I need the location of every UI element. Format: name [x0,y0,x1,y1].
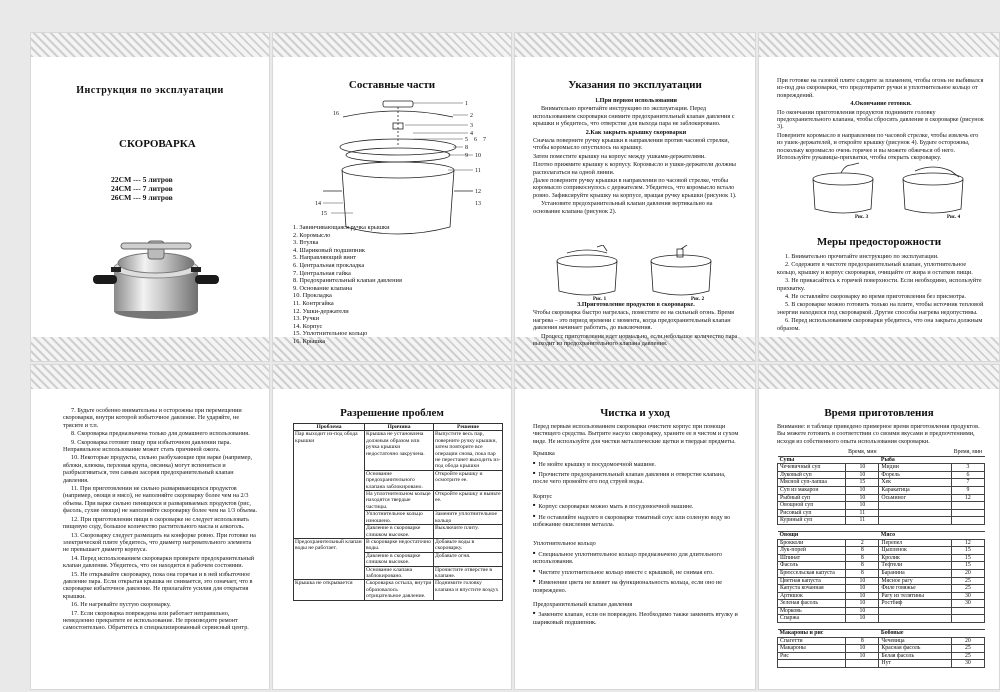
hatch-band-top [31,33,269,57]
table-row [294,580,503,600]
solution-cell: Прочистите отверстие в клапане. [434,566,503,580]
veg-minutes: 8 [846,554,879,562]
part-item: 2. Коромысло [293,231,331,239]
table-row [778,592,985,600]
usage-p1: Внимательно прочитайте инструкцию по эксплуатации. Перед использованием скороварки снимите предохранительный клапан давления с крышки и убедитесь, что отверстие для выхода пара не заблокировано. [533,105,735,128]
hatch-band-top [759,33,999,57]
size-26: 26CM --- 9 литров [111,193,173,202]
pasta-heading: Макароны и рис [778,630,879,638]
callout-2: 2 [470,113,473,119]
soups-minutes: 10 [846,502,879,510]
body-item: ■ Корпус скороварки можно мыть в посудомоечной машине. [533,501,741,510]
figure-3 [803,161,883,219]
hatch-band-top [515,33,755,57]
empty-cell [951,517,984,525]
parts-title: Составные части [348,79,436,91]
table-row [778,645,985,653]
safety-item: 9. Скороварка готовит пищу при избыточном давлении пара. Неправильное использование может стать причиной ожога. [63,438,232,454]
table-row [778,502,985,510]
empty-cell [879,615,951,623]
product-title: СКОРОВАРКА [119,138,196,150]
table-row [778,509,985,517]
th-cause: Причина [365,424,434,431]
table-row [778,637,985,645]
cover-heading: Инструкция по эксплуатации [76,85,224,96]
empty-cell [951,509,984,517]
solution-cell: Добавьте воды в скороварку. [434,538,503,552]
safety-list [63,407,257,633]
table-row [778,562,985,570]
ring-item: ■ Чистите уплотнительное кольцо вместе с крышкой, не снимая его. [533,567,741,576]
pasta-minutes: 10 [846,652,879,660]
troubleshooting-table [293,423,503,601]
empty-cell [879,509,951,517]
hatch-band-top [759,365,999,389]
veg-minutes: 8 [846,562,879,570]
usage-p2-1: Затем поместите крышку на корпус между ушками-держателями. [533,152,706,160]
meat-dish: Ростбиф [879,600,951,608]
callout-3: 3 [470,123,473,129]
problem-cell: Пар выходит из-под обода крышки [294,431,365,539]
th-solution: Решение [434,424,503,431]
veg-minutes: 8 [846,547,879,555]
soups-dish: Чечевичный суп [778,464,846,472]
cleaning-title: Чистка и уход [600,407,670,419]
usage-p2-4: Установите предохранительный клапан давления вертикально на основание клапана (рисунок 2). [533,200,713,215]
table-row [778,479,985,487]
callout-12: 12 [475,189,481,195]
meat-minutes: 30 [951,592,984,600]
safety-item: 17. Если скороварка повреждена или работает неправильно, немедленно прекратите ее использование. Не производите ремонт самостоятельно. Обратитесь в специализированный сервисный центр. [63,609,249,632]
solution-cell: Поднимите головку клапана и впустите воздух [434,580,503,600]
hatch-band-bottom [31,337,269,361]
finish-p0: По окончании приготовления продуктов поднимите головку предохранительного клапана, чтобы сбросить давление в скороварке (рисунок 3). [777,108,984,131]
meat-dish: Филе говяжье [879,585,951,593]
soups-minutes: 10 [846,464,879,472]
valve-item: ■ Замените клапан, если он поврежден. Необходимо также заменить втулку и шариковый подшипник. [533,609,741,626]
fish-minutes: 12 [951,494,984,502]
veg-dish: Морковь [778,607,846,615]
veg-meat-rows [778,539,985,623]
soups-fish-rows [778,464,985,525]
size-24: 24CM --- 7 литров [111,184,173,193]
usage-p2-3: Далее поверните ручку крышки в направлении по часовой стрелке, чтобы коромысло соприкоснулось с держателем. Убедитесь, что коромысло встало ровно. Зафиксируйте крышку на корпусе, вращая ручку крышки (рисунок 1). [533,177,737,199]
empty-cell [951,502,984,510]
fish-minutes: 3 [951,464,984,472]
fish-dish: Каракатица [879,486,951,494]
meat-minutes: 30 [951,600,984,608]
beans-minutes: 20 [951,637,984,645]
cause-cell: На уплотнительном кольце находятся твердые частицы. [365,491,434,511]
usage-text-a [533,97,739,216]
veg-dish: Лук-порей [778,547,846,555]
precaution-list [777,253,985,333]
part-item: 14. Корпус [293,322,323,330]
precaution-item: 3. Не прикасайтесь к горячей поверхности. Если необходимо, используйте прихватку. [777,277,982,292]
soups-minutes: 10 [846,486,879,494]
usage-p2-2: Плотно прижмите крышку к корпусу. Коромысло и ушки-держатели должны располагаться на одной линии. [533,161,736,176]
ring-item: ■ Изменение цвета не влияет на функциональность кольца, если оно не повреждено. [533,577,741,594]
pasta-dish: Спагетти [778,637,846,645]
fig1-label: Рис. 1 [593,297,607,301]
veg-dish: Зеленая фасоль [778,600,846,608]
safety-item: 16. Не нагревайте пустую скороварку. [71,601,171,609]
safety-item: 14. Перед использованием скороварки проверьте предохранительный клапан давления. Убедитесь, что он находится в рабочем состоянии. [63,554,255,570]
empty-cell [951,607,984,615]
body-item: ■ Не оставляйте надолго в скороварке томатный соус или соленую воду во избежание окисления металла. [533,512,741,529]
soups-dish: Мясной суп-лапша [778,479,846,487]
table-row [778,585,985,593]
soups-heading: Супы [778,456,879,464]
cleaning-intro: Перед первым использованием скороварки очистите корпус при помощи чистящего средства. Вытрите насухо скороварку, храните ее в чистом и сухом виде. Не используйте для чистки металлические щетки и твердые предметы. [533,423,739,445]
finish-h: 4.Окончание готовки. [850,100,912,108]
cleaning-text [533,423,741,627]
table-row [778,547,985,555]
precautions-title: Меры предосторожности [816,236,942,248]
empty-cell [879,517,951,525]
part-item: 13. Ручки [293,315,320,323]
table-row [778,615,985,623]
cooking-note: Внимание: в таблице приведено примерное время приготовления продуктов. Вы можете готовить в соответствии со своими вкусами и предпочтениями, исходя из собственного опыта использования скороварки. [777,423,980,445]
solution-cell: Выключите плиту. [434,525,503,539]
part-item: 6. Центральная прокладка [293,261,365,269]
table-row [778,494,985,502]
fish-dish: Осьминог [879,494,951,502]
table-row [778,569,985,577]
callout-8: 8 [465,145,468,151]
usage-title: Указания по эксплуатации [568,79,702,91]
part-item: 11. Контргайка [293,299,334,307]
beans-heading: Бобовые [879,630,985,638]
precaution-item: 4. Не оставляйте скороварку во время приготовления без присмотра. [785,293,967,301]
solution-cell: Откройте крышку и осмотрите ее. [434,470,503,490]
empty-cell [879,502,951,510]
meat-minutes: 25 [951,585,984,593]
veg-minutes: 10 [846,607,879,615]
gas-stove-note: При готовке на газовой плите следите за пламенем, чтобы огонь не выбивался из-под дна скороварки, что предотвратит ручки и уплотнительное кольцо от повреждений. [777,77,984,99]
beans-dish: Красная фасоль [879,645,951,653]
callout-1: 1 [465,101,468,107]
lid-heading: Крышка [533,450,555,458]
veg-dish: Шпинат [778,554,846,562]
size-22: 22CM --- 5 литров [111,175,173,184]
meat-dish: Баранина [879,569,951,577]
veg-minutes: 10 [846,585,879,593]
table-row [778,471,985,479]
soups-dish: Суп из макарон [778,486,846,494]
hatch-band-top [273,33,511,57]
fish-dish: Хек [879,479,951,487]
veg-dish: Артишок [778,592,846,600]
part-item: 3. Втулка [293,239,319,247]
veg-dish: Фасоль [778,562,846,570]
fish-dish: Мидии [879,464,951,472]
soups-dish: Луковый суп [778,471,846,479]
th-problem: Проблема [294,424,365,431]
part-item: 4. Шариковый подшипник [293,246,365,254]
meat-dish: Рагу из телятины [879,592,951,600]
panel-parts [272,32,512,362]
veg-dish: Брюссельская капуста [778,569,846,577]
part-item: 1. Завинчивающаяся ручка крышки [293,224,390,231]
soups-minutes: 15 [846,479,879,487]
size-list [111,175,173,202]
safety-item: 10. Некоторые продукты, сильно разбухающие при варке (например, яблоки, клюква, перловая крупа, овсянка) могут вспениться и разбрызгиваться, тем самым засоряя предохранительный клапан давления. [63,454,253,484]
fish-minutes: 9 [951,486,984,494]
figure-2 [641,245,721,301]
meat-dish: Перепел [879,539,951,547]
empty-cell [879,607,951,615]
safety-item: 13. Скороварку следует размещать на конфорке ровно. При готовке на электрической плите убедитесь, что диаметр нагревательного элемента не превышает диаметр корпуса. [63,531,256,554]
veg-minutes: 10 [846,592,879,600]
veg-dish: Капуста кочанная [778,585,846,593]
fish-minutes: 6 [951,471,984,479]
part-item: 7. Центральная гайка [293,269,351,277]
hatch-band-top [31,365,269,389]
panel-troubleshooting [272,364,512,690]
pasta-dish: Макароны [778,645,846,653]
pasta-beans-rows [778,637,985,667]
valve-heading: Предохранительный клапан давления [533,600,633,608]
table-row [778,539,985,547]
solution-cell: Добавьте огня. [434,552,503,566]
empty-cell [778,660,846,668]
meat-minutes: 15 [951,554,984,562]
exploded-diagram [313,95,503,245]
usage-h2: 2.Как закрыть крышку скороварки [585,128,687,136]
lid-item: ■ Не мойте крышку в посудомоечной машине. [533,459,741,468]
usage-p3-0: Чтобы скороварка быстро нагрелась, поместите ее на сильный огонь. Время нагрева – это период времени с момента, когда предохранительный клапан давления начинает работать, до выключения. [533,309,735,332]
callout-5: 5 [465,137,468,143]
soups-minutes: 10 [846,471,879,479]
veg-dish: Цветная капуста [778,577,846,585]
safety-item: 7. Будьте особенно внимательны и осторожны при перемещении скороварки, внутри которой избыточное давление. Не ударяйте, не трясите и т.п. [63,407,242,429]
table-row [294,538,503,552]
cause-cell: Скороварка остыла, внутри образовалось отрицательное давление. [365,580,434,600]
pasta-dish: Рис [778,652,846,660]
panel-cooking-time [758,364,1000,690]
time-header-right: Время, мин [953,449,983,455]
solution-cell: Откройте крышку и выньте ее. [434,491,503,511]
safety-item: 11. При приготовлении не сильно разваривающихся продуктов (например, овощи и мясо), не наполняйте скороварку более чем на 2/3 объема. При варке сильно пенящихся и развариваемых продуктов (рис, фасоль, сухие овощи) не наполняйте скороварку более чем на 1/3 объема. [63,485,258,515]
part-item: 10. Прокладка [293,292,332,300]
usage-p2-0: Сначала поверните ручку крышки в направлении против часовой стрелки, чтобы коромысло опустилось на крышку. [533,137,730,152]
fig3-label: Рис. 3 [855,215,869,219]
part-item: 12. Ушки-держатели [293,307,349,315]
panel-usage [514,32,756,362]
table-row [778,517,985,525]
solution-cell: Замените уплотнительное кольцо [434,511,503,525]
parts-list [293,224,402,346]
panel-cleaning [514,364,756,690]
panel-precautions [758,32,1000,362]
body-heading: Корпус [533,492,553,500]
meat-minutes: 25 [951,577,984,585]
fish-heading: Рыба [879,456,985,464]
empty-cell [846,660,879,668]
ring-heading: Уплотнительное кольцо [533,540,596,548]
figure-1 [547,245,627,301]
veg-dish: Спаржа [778,615,846,623]
table-row [778,607,985,615]
table-row [778,486,985,494]
table-row [778,464,985,472]
callout-15: 15 [321,211,327,217]
soups-minutes: 11 [846,517,879,525]
meat-heading: Мясо [879,531,985,539]
precaution-item: 6. Перед использованием скороварки убедитесь, что она закрыта должным образом. [777,317,983,332]
meat-minutes: 15 [951,562,984,570]
cause-cell: Уплотнительное кольцо изношено. [365,511,434,525]
callout-16: 16 [333,111,339,117]
veg-dish: Брокколи [778,539,846,547]
cause-cell: Основание предохранительного клапана заблокировано. [365,470,434,490]
table-row [778,577,985,585]
veg-heading: Овощи [778,531,879,539]
callout-6: 6 [474,137,477,143]
callout-7: 7 [483,137,486,143]
pasta-minutes: 10 [846,645,879,653]
table-row [778,554,985,562]
hatch-band-top [515,365,755,389]
cooking-table [777,449,985,668]
fish-minutes: 7 [951,479,984,487]
cause-cell: Крышка не установлена должным образом или ручка крышки недостаточно закручена. [365,431,434,470]
pressure-cooker-photo [91,223,221,323]
veg-minutes: 8 [846,569,879,577]
beans-minutes: 30 [951,660,984,668]
table-row [778,600,985,608]
table-row [778,660,985,668]
part-item: 15. Уплотнительное кольцо [293,330,368,338]
safety-item: 15. Не открывайте скороварку, пока она горячая и в ней избыточное давление пара. Если открытая крышка не снимается, это означает, что в скороварке избыточное давление. Не прилагайте усилия для открытия крышки. [63,570,253,600]
problem-cell: Предохранительный клапан воды не работает. [294,538,365,579]
usage-h3: 3.Приготовление продуктов в скороварке. [577,301,695,308]
veg-minutes: 2 [846,539,879,547]
table-row [778,652,985,660]
meat-dish: Кролик [879,554,951,562]
beans-minutes: 25 [951,645,984,653]
hatch-band-bottom [759,337,999,361]
soups-dish: Куриный суп [778,517,846,525]
fish-dish: Форель [879,471,951,479]
part-item: 9. Основание клапана [293,284,353,292]
part-item: 16. Крышка [293,337,326,345]
callout-14: 14 [315,201,321,207]
part-item: 5. Направляющий винт [293,254,357,262]
precaution-text-a [777,77,985,162]
soups-dish: Овощной суп [778,502,846,510]
time-header-left: Время, мин [848,449,877,455]
meat-minutes: 20 [951,569,984,577]
figure-4 [893,161,973,219]
veg-minutes: 10 [846,577,879,585]
veg-minutes: 10 [846,600,879,608]
usage-h1: 1.При первом использовании [595,97,677,104]
part-item: 8. Предохранительный клапан давления [293,277,402,285]
meat-dish: Цыпленок [879,547,951,555]
ring-item: ■ Специальное уплотнительное кольцо предназначено для длительного использования. [533,549,741,566]
beans-dish: Нут [879,660,951,668]
usage-p3-1: Процесс приготовления идет нормально, если небольшое количество пара выходит из предохранительного клапана давления. [533,332,738,348]
cause-cell: Давление в скороварке слишком высокое. [365,552,434,566]
precaution-item: 5. В скороварке можно готовить только на плите, чтобы источник тепловой энергии находился под скороваркой. Другие способы нагрева недопустимы. [777,301,984,316]
cause-cell: Давление в скороварке слишком высокое. [365,525,434,539]
finish-p1: Поверните коромысло в направлении по часовой стрелке, чтобы извлечь его из ушек-держателей, и откройте крышку (рисунок 4). Будьте осторожны, поскольку коромысло очень горячее и вы можете обжечься об него. Используйте рукавицы-прихватки, чтобы открыть скороварку. [777,131,979,162]
cause-cell: В скороварке недостаточно воды. [365,538,434,552]
callout-11: 11 [475,168,481,174]
callout-9: 9 [465,153,468,159]
callout-10: 10 [475,153,481,159]
fig2-label: Рис. 2 [691,297,705,301]
panel-safety-cont [30,364,270,690]
callout-13: 13 [475,201,481,207]
beans-dish: Белая фасоль [879,652,951,660]
soups-minutes: 11 [846,509,879,517]
precaution-item: 2. Содержите в чистоте предохранительный клапан, уплотнительное кольцо, крышку и корпус скороварки, очищайте от жира и остатков пищи. [777,261,973,276]
meat-dish: Тефтели [879,562,951,570]
beans-minutes: 25 [951,652,984,660]
callout-4: 4 [470,131,473,137]
meat-minutes: 12 [951,539,984,547]
solution-cell: Выпустите весь пар, поверните ручку крышки, затем повторите все операции снова, пока пар не перестанет выходить из-под обода крышки [435,431,501,470]
troubleshooting-title: Разрешение проблем [340,407,444,419]
empty-cell [951,615,984,623]
safety-item: 12. При приготовлении пищи в скороварке не следует использовать пищевую соду, большое количество растительного масла и алкоголь. [63,515,249,531]
beans-dish: Чечевица [879,637,951,645]
meat-dish: Мясное рагу [879,577,951,585]
soups-dish: Рыбный суп [778,494,846,502]
soups-minutes: 10 [846,494,879,502]
problem-cell: Крышка не открывается [294,580,365,600]
soups-dish: Рисовый суп [778,509,846,517]
hatch-band-top [273,365,511,389]
safety-item: 8. Скороварка предназначена только для домашнего использования. [71,430,250,438]
veg-minutes: 10 [846,615,879,623]
table-row [294,431,503,470]
fig4-label: Рис. 4 [947,215,961,219]
cause-cell: Основание клапана заблокировано. [365,566,434,580]
panel-cover [30,32,270,362]
lid-item: ■ Прочистите предохранительный клапан давления и отверстие клапана, после чего промойте его под струей воды. [533,469,741,486]
meat-minutes: 15 [951,547,984,555]
usage-text-b [533,301,739,348]
cooking-title: Время приготовления [824,407,934,419]
precaution-item: 1. Внимательно прочитайте инструкцию по эксплуатации. [785,253,939,260]
pasta-minutes: 8 [846,637,879,645]
